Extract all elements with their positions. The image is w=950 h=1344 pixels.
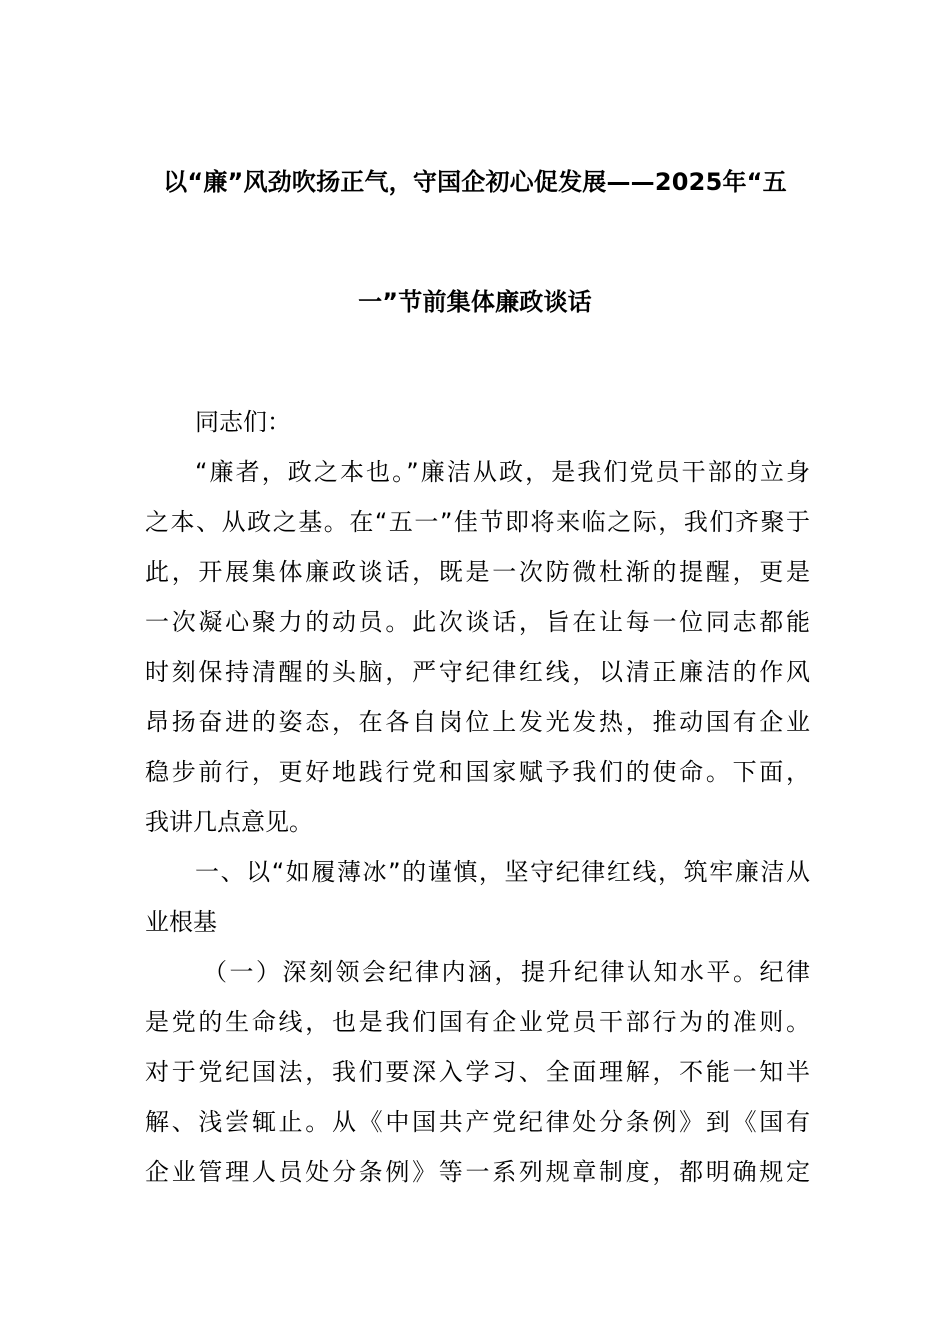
paragraph-line: 稳步前行，更好地践行党和国家赋予我们的使命。下面， xyxy=(145,758,810,786)
paragraph-line: 是党的生命线，也是我们国有企业党员干部行为的准则。 xyxy=(145,1008,810,1036)
greeting: 同志们： xyxy=(195,408,291,436)
paragraph-line: “廉者，政之本也。”廉洁从政，是我们党员干部的立身 xyxy=(195,458,810,486)
paragraph-line: 此，开展集体廉政谈话，既是一次防微杜渐的提醒，更是 xyxy=(145,558,810,586)
document-title-line-2: 一”节前集体廉政谈话 xyxy=(358,288,592,316)
paragraph-line: 企业管理人员处分条例》等一系列规章制度，都明确规定 xyxy=(145,1158,810,1186)
heading-line: 业根基 xyxy=(145,908,217,936)
paragraph-line: 之本、从政之基。在“五一”佳节即将来临之际，我们齐聚于 xyxy=(145,508,810,536)
document-title-line-1: 以“廉”风劲吹扬正气，守国企初心促发展——2025年“五 xyxy=(163,168,787,196)
paragraph-line: 昂扬奋进的姿态，在各自岗位上发光发热，推动国有企业 xyxy=(145,708,810,736)
subsection-1 xyxy=(145,947,810,1197)
paragraph-line: 我讲几点意见。 xyxy=(145,808,313,836)
paragraph-1 xyxy=(145,447,810,847)
paragraph-line: 对于党纪国法，我们要深入学习、全面理解，不能一知半 xyxy=(145,1058,810,1086)
document-body xyxy=(145,397,810,1197)
paragraph-line: 解、浅尝辄止。从《中国共产党纪律处分条例》到《国有 xyxy=(145,1108,810,1136)
heading-line: 一、以“如履薄冰”的谨慎，坚守纪律红线，筑牢廉洁从 xyxy=(195,858,810,886)
paragraph-line: 一次凝心聚力的动员。此次谈话，旨在让每一位同志都能 xyxy=(145,608,810,636)
paragraph-line: （一）深刻领会纪律内涵，提升纪律认知水平。纪律 xyxy=(203,958,810,986)
paragraph-line: 时刻保持清醒的头脑，严守纪律红线，以清正廉洁的作风 xyxy=(145,658,810,686)
section-1-heading xyxy=(145,847,810,947)
